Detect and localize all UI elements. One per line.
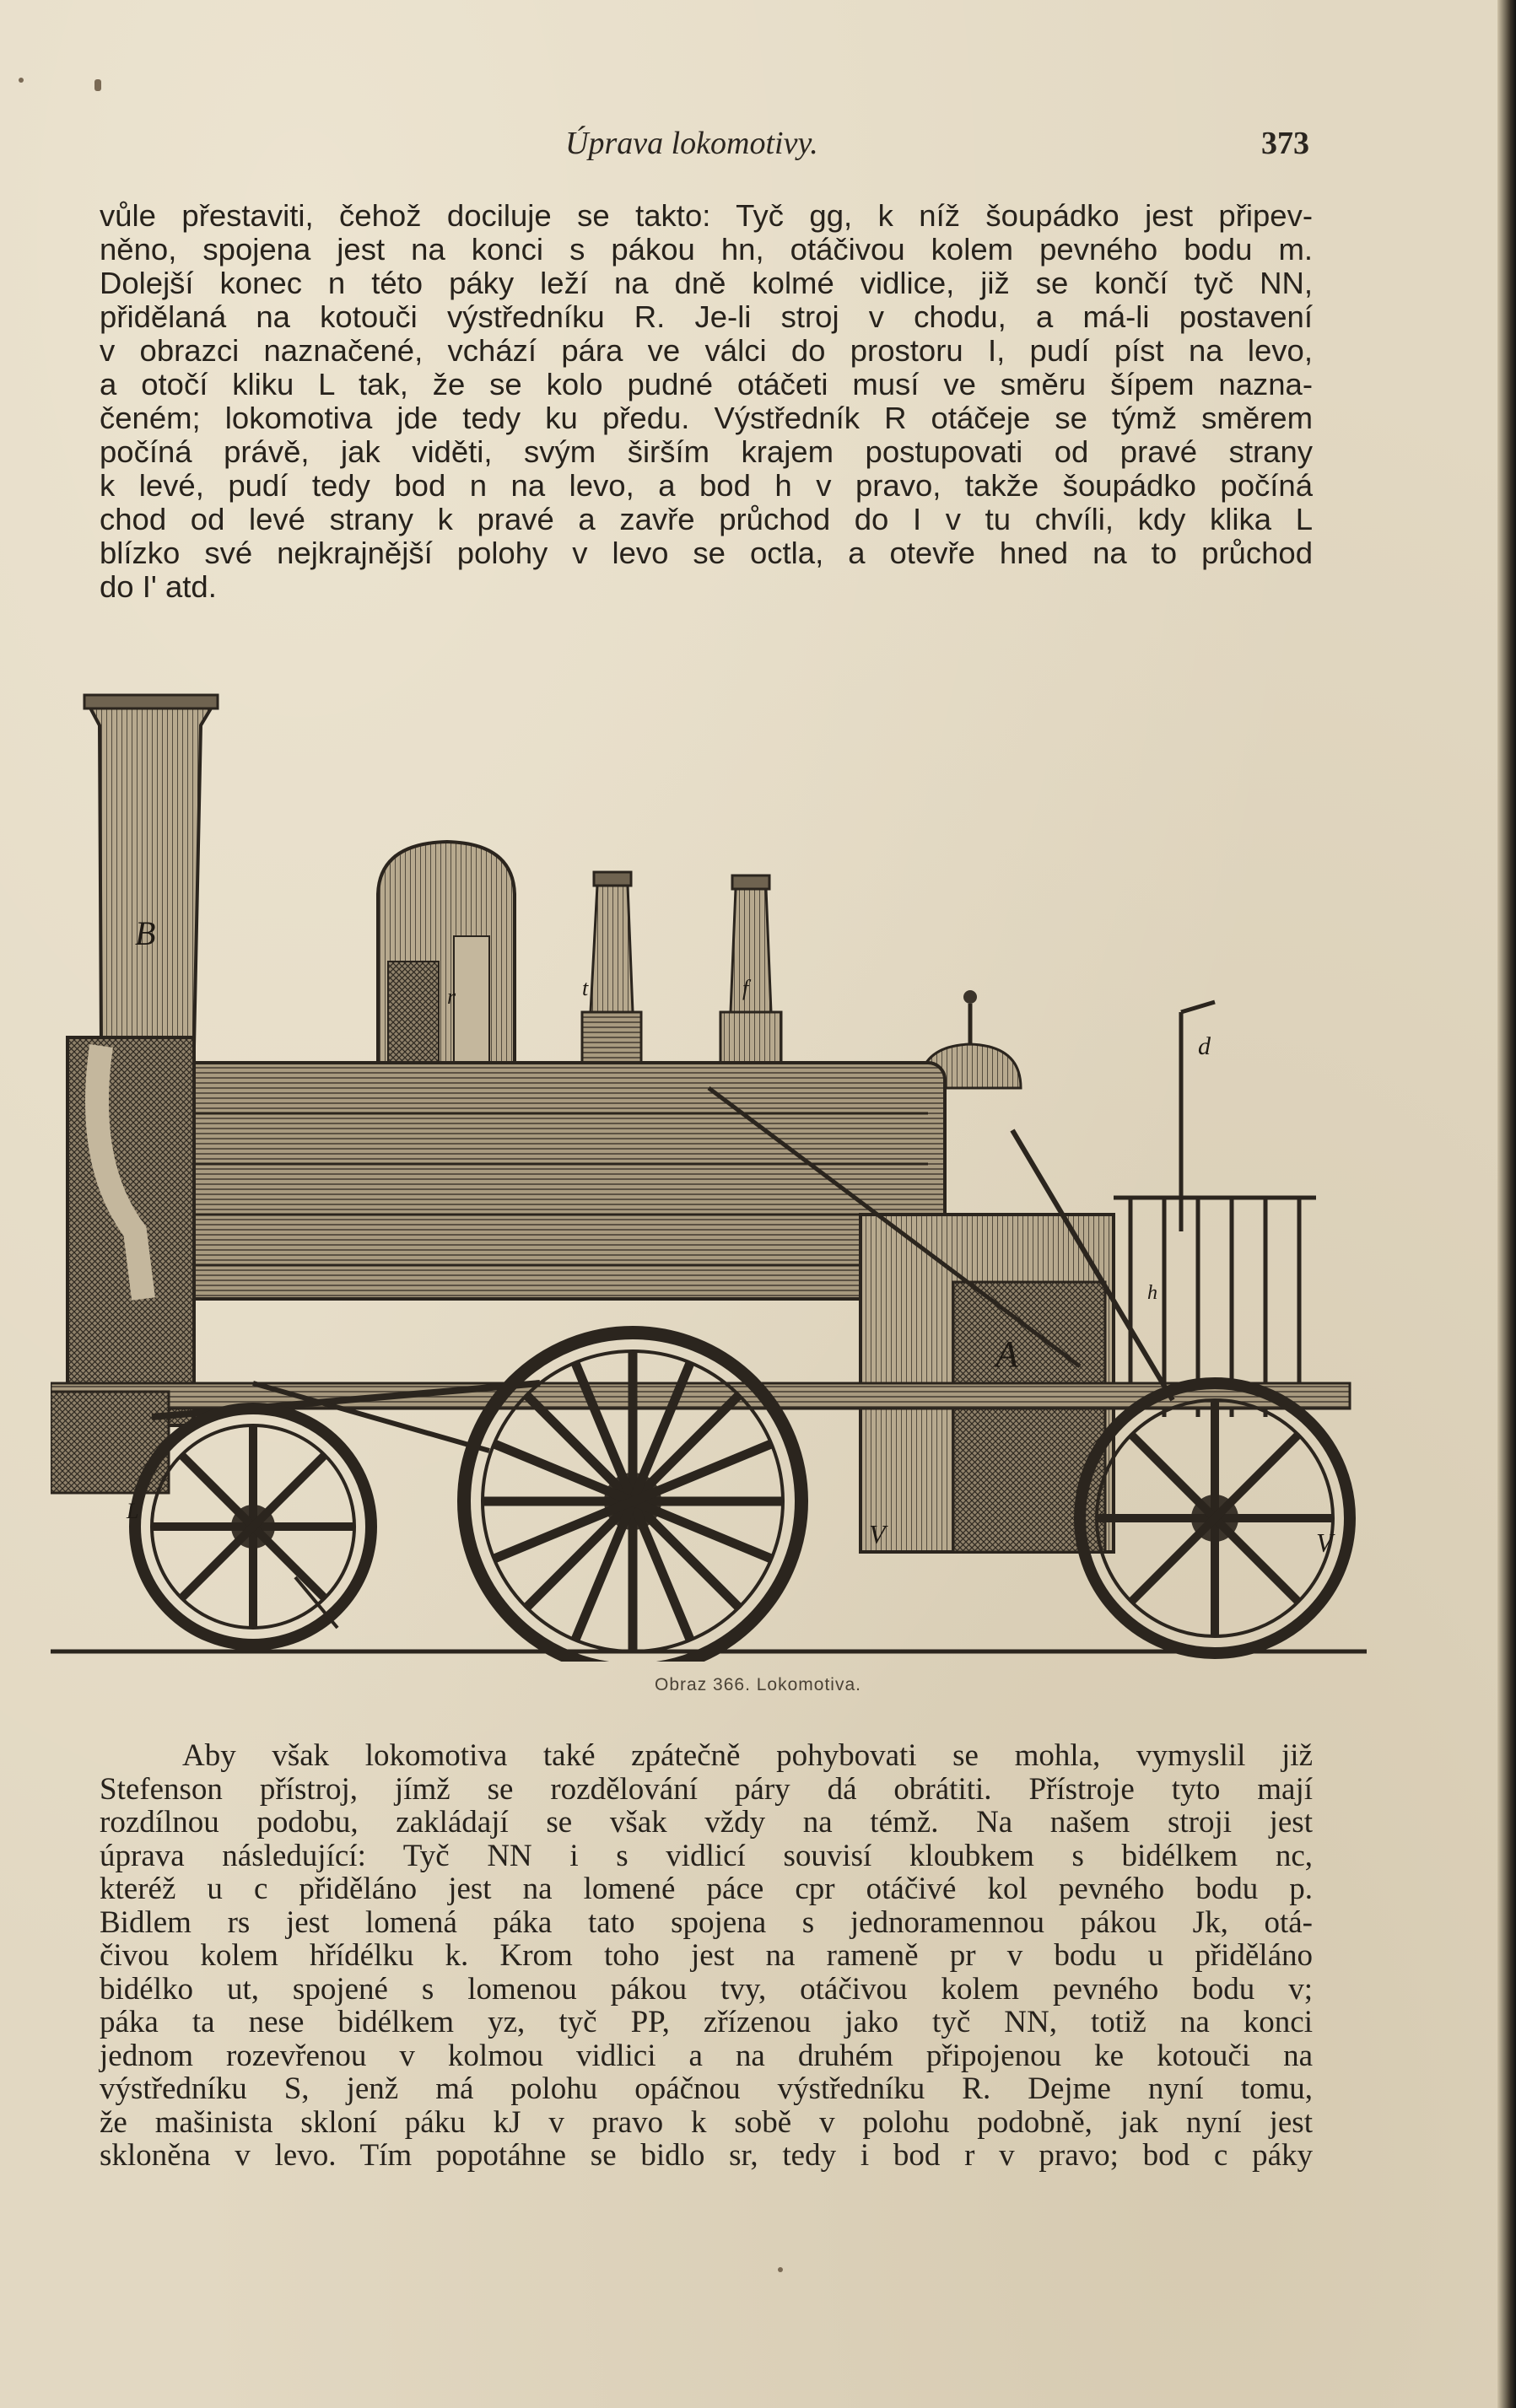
safety-valves: [582, 872, 781, 1063]
chimney: [84, 695, 218, 1046]
label-r: r: [447, 984, 456, 1009]
page-header: [101, 125, 1316, 167]
text-line: chod od levé strany k pravé a zavře průchod do I v tu chvíli, kdy klika L: [100, 502, 1313, 536]
label-b: B: [135, 914, 156, 952]
text-line: skloněna v levo. Tím popotáhne se bidlo sr, tedy i bod r v pravo; bod c páky: [100, 2138, 1313, 2173]
figure-caption: [0, 1675, 1516, 1695]
figure-caption-text: Obraz 366. Lokomotiva.: [655, 1675, 861, 1694]
text-line: blízko své nejkrajnější polohy v levo se octla, a otevře hned na to průchod: [100, 536, 1313, 570]
locomotive-engraving: [51, 692, 1367, 1662]
label-v-right: V: [1316, 1527, 1333, 1558]
paragraph-2: [100, 1739, 1313, 2173]
label-d: d: [1198, 1032, 1211, 1060]
text-line: páka ta nese bidélkem yz, tyč PP, zřízenou jako tyč NN, totiž na konci: [100, 2005, 1313, 2039]
driving-wheel: [464, 1333, 801, 1662]
label-l: L: [127, 1499, 139, 1523]
text-line: rozdílnou podobu, zakládají se však vždy na témž. Na našem stroji jest: [100, 1805, 1313, 1840]
label-a: A: [995, 1333, 1018, 1375]
text-line: čeném; lokomotiva jde tedy ku předu. Výstředník R otáčeje se týmž směrem: [100, 401, 1313, 435]
label-t: t: [582, 976, 589, 1000]
text-line: Dolejší konec n této páky leží na dně kolmé vidlice, již se končí tyč NN,: [100, 266, 1313, 300]
page-binding-edge: [1497, 0, 1516, 2408]
text-line: že mašinista skloní páku kJ v pravo k sobě v polohu podobně, jak nyní jest: [100, 2104, 1313, 2140]
text-line: něno, spojena jest na konci s pákou hn, otáčivou kolem pevného bodu m.: [100, 232, 1313, 267]
page-number: 373: [1261, 126, 1309, 161]
text-line: a otočí kliku L tak, že se kolo pudné otáčeti musí ve směru šípem nazna-: [100, 367, 1313, 401]
label-h: h: [1147, 1282, 1157, 1304]
text-line: vůle přestaviti, čehož dociluje se takto: Tyč gg, k níž šoupádko jest připev-: [100, 198, 1313, 233]
text-line: Stefenson přístroj, jímž se rozdělování páry dá obrátiti. Přístroje tyto mají: [100, 1771, 1313, 1807]
text-line: v obrazci naznačené, vchází pára ve válci do prostoru I, pudí píst na levo,: [100, 333, 1313, 368]
text-line: přidělaná na kotouči výstředníku R. Je-li stroj v chodu, a má-li postavení: [100, 299, 1313, 334]
ink-spot: [94, 79, 101, 91]
text-line: Aby však lokomotiva také zpátečně pohybovati se mohla, vymyslil již: [182, 1738, 1313, 1773]
label-f: f: [742, 976, 749, 1000]
text-line: výstředníku S, jenž má polohu opáčnou výstředníku R. Dejme nyní tomu,: [100, 2071, 1313, 2106]
smokebox: [67, 1037, 194, 1425]
label-v: V: [869, 1519, 886, 1549]
text-line: úprava následující: Tyč NN i s vidlicí souvisí kloubkem s bidélkem nc,: [100, 1838, 1313, 1873]
running-title: Úprava lokomotivy.: [565, 126, 818, 161]
text-line: čivou kolem hřídélku k. Krom toho jest na rameně pr v bodu u přiděláno: [100, 1938, 1313, 1973]
trailing-wheel: [1080, 1383, 1350, 1653]
text-line: Bidlem rs jest lomená páka tato spojena s jednoramennou pákou Jk, otá-: [100, 1904, 1313, 1940]
text-line: kteréž u c přiděláno jest na lomené páce cpr otáčivé kol pevného bodu p.: [100, 1872, 1313, 1906]
text-line: do I' atd.: [100, 569, 217, 604]
paragraph-1: [100, 199, 1313, 604]
text-line: bidélko ut, spojené s lomenou pákou tvy, otáčivou kolem pevného bodu v;: [100, 1971, 1313, 2007]
text-line: k levé, pudí tedy bod n na levo, a bod h v pravo, takže šoupádko počíná: [100, 468, 1313, 503]
text-line: jednom rozevřenou v kolmou vidlici a na druhém připojenou ke kotouči na: [100, 2038, 1313, 2073]
ink-spot: [19, 78, 24, 83]
locomotive-illustration: [51, 692, 1367, 1662]
boiler: [152, 1063, 945, 1299]
leading-wheel: [135, 1409, 371, 1645]
steam-dome: [378, 842, 515, 1071]
text-line: počíná právě, jak viděti, svým širším krajem postupovati od pravé strany: [100, 434, 1313, 469]
ink-spot: [778, 2267, 783, 2272]
